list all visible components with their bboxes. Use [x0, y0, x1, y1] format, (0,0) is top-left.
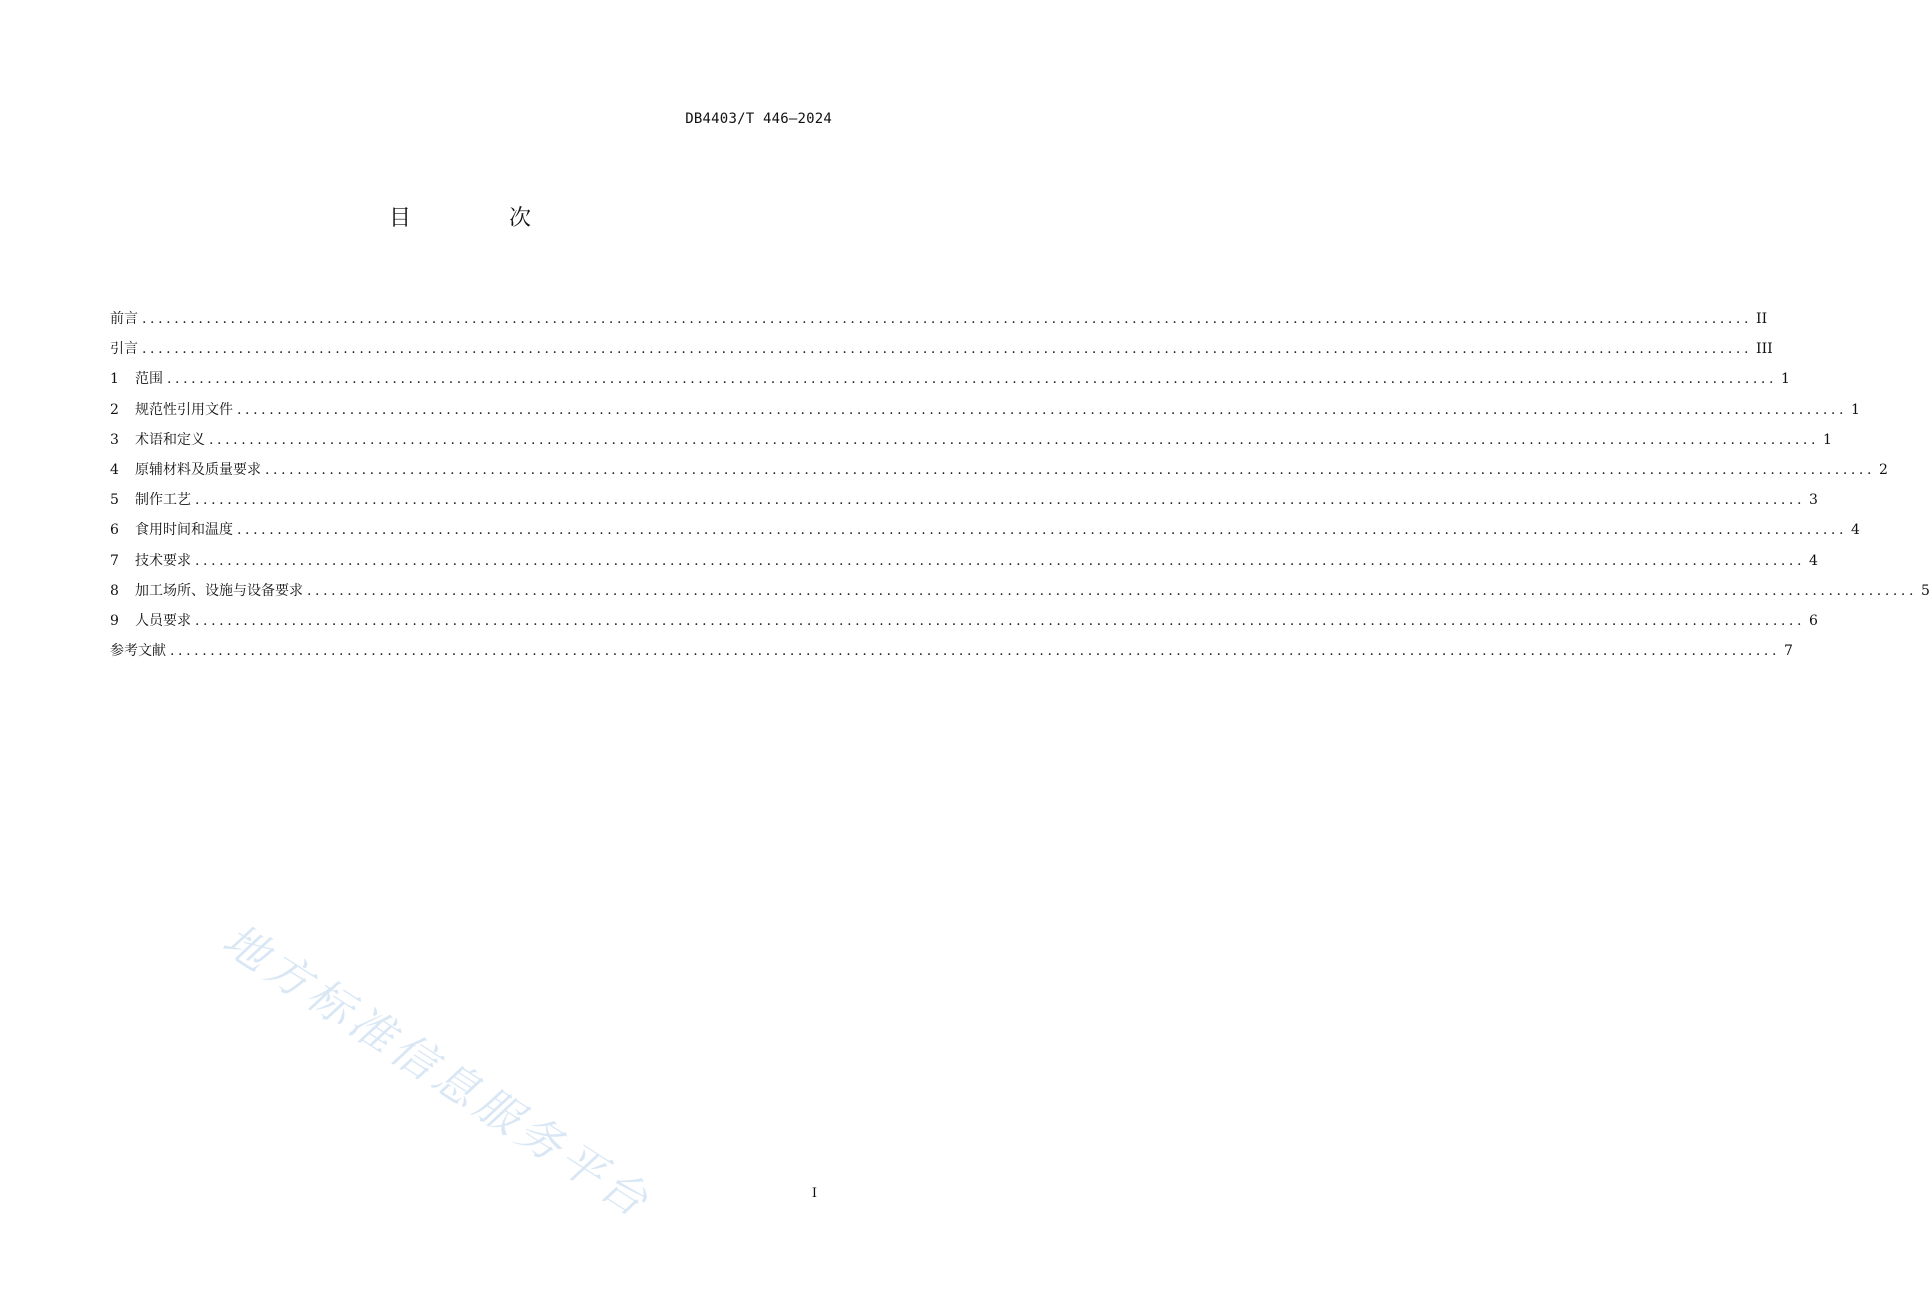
toc-entry[interactable] [110, 459, 1888, 489]
toc-entry-page: II [1756, 311, 1768, 327]
toc-entry-page: 2 [1879, 461, 1888, 478]
page-number: I [811, 1186, 817, 1201]
table-of-contents [110, 308, 1930, 670]
toc-entry-page: 4 [1851, 522, 1860, 539]
toc-entry-page: 4 [1809, 552, 1818, 569]
toc-entry-label: 人员要求 [135, 612, 191, 629]
toc-leader-dots: ........................................................................................................................................................................................................ [167, 371, 1778, 388]
toc-entry-number: 1 [110, 371, 119, 388]
toc-entry-label: 前言 [110, 311, 138, 327]
toc-entry-label: 引言 [110, 341, 138, 358]
toc-entry[interactable] [110, 368, 1790, 398]
toc-leader-dots: ........................................................................................................................................................................................................ [237, 522, 1848, 539]
toc-entry[interactable] [110, 489, 1818, 519]
toc-entry-page: 3 [1809, 492, 1818, 509]
toc-entry[interactable] [110, 640, 1793, 670]
toc-leader-dots: ........................................................................................................................................................................................................ [195, 552, 1806, 569]
toc-entry[interactable] [110, 550, 1818, 580]
toc-entry-number: 7 [110, 552, 119, 569]
toc-entry-label: 范围 [135, 371, 163, 388]
toc-entry-page: 1 [1823, 431, 1832, 448]
toc-entry-page: III [1756, 341, 1773, 358]
toc-entry-page: 5 [1921, 582, 1930, 599]
toc-entry-label: 原辅材料及质量要求 [135, 461, 261, 478]
toc-entry-label: 加工场所、设施与设备要求 [135, 582, 303, 599]
toc-entry-label: 参考文献 [110, 643, 166, 660]
toc-entry[interactable] [110, 429, 1832, 459]
toc-leader-dots: ........................................................................................................................................................................................................ [209, 431, 1820, 448]
toc-entry-number: 6 [110, 522, 119, 539]
toc-entry-number: 9 [110, 612, 119, 629]
toc-leader-dots: ........................................................................................................................................................................................................ [195, 612, 1806, 629]
toc-entry[interactable] [110, 308, 1768, 338]
page-title: 目 次 [388, 206, 569, 231]
toc-leader-dots: ........................................................................................................................................................................................................ [265, 461, 1876, 478]
toc-entry-number: 8 [110, 582, 119, 599]
toc-leader-dots: ........................................................................................................................................................................................................ [307, 582, 1918, 599]
toc-entry-number: 5 [110, 492, 119, 509]
toc-leader-dots: ........................................................................................................................................................................................................ [142, 341, 1753, 358]
toc-entry-number: 2 [110, 401, 119, 418]
toc-leader-dots: ........................................................................................................................................................................................................ [142, 311, 1753, 327]
toc-entry-label: 术语和定义 [135, 431, 205, 448]
toc-entry-page: 7 [1784, 643, 1793, 660]
toc-leader-dots: ........................................................................................................................................................................................................ [237, 401, 1848, 418]
toc-entry[interactable] [110, 519, 1860, 549]
toc-entry-number: 3 [110, 431, 119, 448]
toc-entry[interactable] [110, 399, 1860, 429]
toc-entry-page: 1 [1851, 401, 1860, 418]
toc-entry-page: 6 [1809, 612, 1818, 629]
document-code: DB4403/T 446—2024 [685, 111, 832, 127]
toc-leader-dots: ........................................................................................................................................................................................................ [195, 492, 1806, 509]
toc-entry-label: 制作工艺 [135, 492, 191, 509]
toc-entry[interactable] [110, 610, 1818, 640]
toc-entry-number: 4 [110, 461, 119, 478]
toc-entry-page: 1 [1781, 371, 1790, 388]
toc-entry-label: 技术要求 [135, 552, 191, 569]
toc-entry[interactable] [110, 338, 1773, 368]
toc-entry-label: 食用时间和温度 [135, 522, 233, 539]
toc-entry[interactable] [110, 580, 1930, 610]
watermark: 地方标准信息服务平台 [213, 914, 661, 1230]
toc-entry-label: 规范性引用文件 [135, 401, 233, 418]
toc-leader-dots: ........................................................................................................................................................................................................ [170, 643, 1781, 660]
